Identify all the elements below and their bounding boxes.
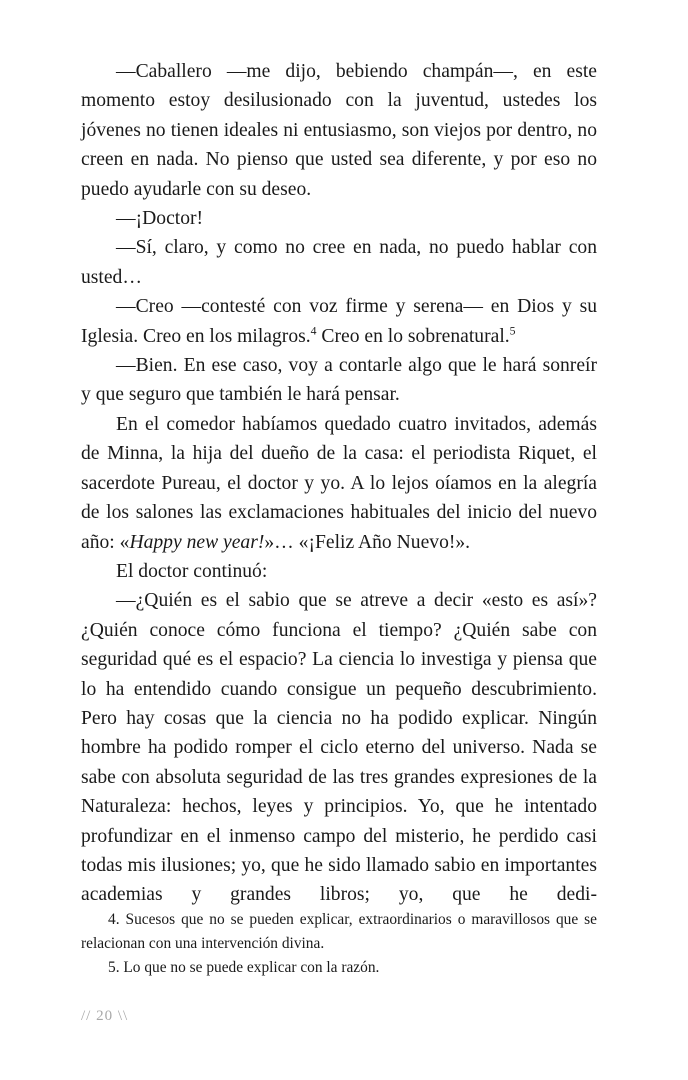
footnote-number: 5. — [108, 959, 120, 976]
footnote — [81, 956, 597, 980]
footnote-text: Lo que no se puede explicar con la razón. — [123, 959, 380, 976]
footnote-reference: 5 — [509, 324, 516, 338]
paragraph: —Bien. En ese caso, voy a contarle algo que le hará sonreír y que seguro que también le hará pensar. — [81, 355, 597, 406]
footnote-reference: 4 — [310, 324, 317, 338]
italic-phrase: Happy new year! — [129, 531, 265, 553]
paragraph-text: »… «¡Feliz Año Nuevo!». — [264, 531, 471, 553]
page-number: // 20 \\ — [81, 1008, 129, 1024]
paragraph-text: Creo en lo sobrenatural. — [316, 325, 510, 347]
paragraph: —Caballero —me dijo, bebiendo champán—, en este momento estoy desilusionado con la juventud, ustedes los jóvenes no tienen ideales ni entusiasmo, son viejos por dentro, no creen en nada. No pienso que usted sea diferente, y por eso no puedo ayudarle con su deseo. — [81, 61, 597, 200]
footnote-text: Sucesos que no se pueden explicar, extraordinarios o maravillosos que se relacionan con una intervención divina. — [81, 911, 597, 952]
footnotes — [81, 908, 597, 980]
paragraph: —¡Doctor! — [116, 208, 204, 230]
paragraph: —Sí, claro, y como no cree en nada, no puedo hablar con usted… — [81, 237, 597, 288]
paragraph — [81, 410, 597, 557]
paragraph-text: —Creo —contesté con voz firme y serena— en Dios y su Iglesia. Creo en los milagros. — [81, 296, 597, 347]
paragraph: —¿Quién es el sabio que se atreve a decir «esto es así»? ¿Quién conoce cómo funciona el tiempo? ¿Quién sabe con seguridad qué es el espacio? La ciencia lo investiga y piensa que lo ha entendido cuando consigue un pequeño descubrimiento. Pero hay cosas que la ciencia no ha podido explicar. Ningún hombre ha podido romper el ciclo eterno del universo. Nada se sabe con absoluta seguridad de las tres grandes expresiones de la Naturaleza: hechos, leyes y principios. Yo, que he intentado profundizar en el inmenso campo del misterio, he perdido casi todas mis ilusiones; yo, que he sido llamado sabio en importantes academias y grandes libros; yo, que he dedi- — [81, 590, 597, 906]
footnote — [81, 908, 597, 956]
paragraph-text: En el comedor habíamos quedado cuatro invitados, además de Minna, la hija del dueño de la casa: el periodista Riquet, el sacerdote Pureau, el doctor y yo. A lo lejos oíamos en la alegría de los salones las exclamaciones habituales del inicio del nuevo año: « — [81, 413, 597, 553]
paragraph — [81, 292, 597, 351]
body-text — [81, 57, 597, 910]
paragraph: El doctor continuó: — [116, 560, 268, 582]
footnote-number: 4. — [108, 911, 120, 928]
